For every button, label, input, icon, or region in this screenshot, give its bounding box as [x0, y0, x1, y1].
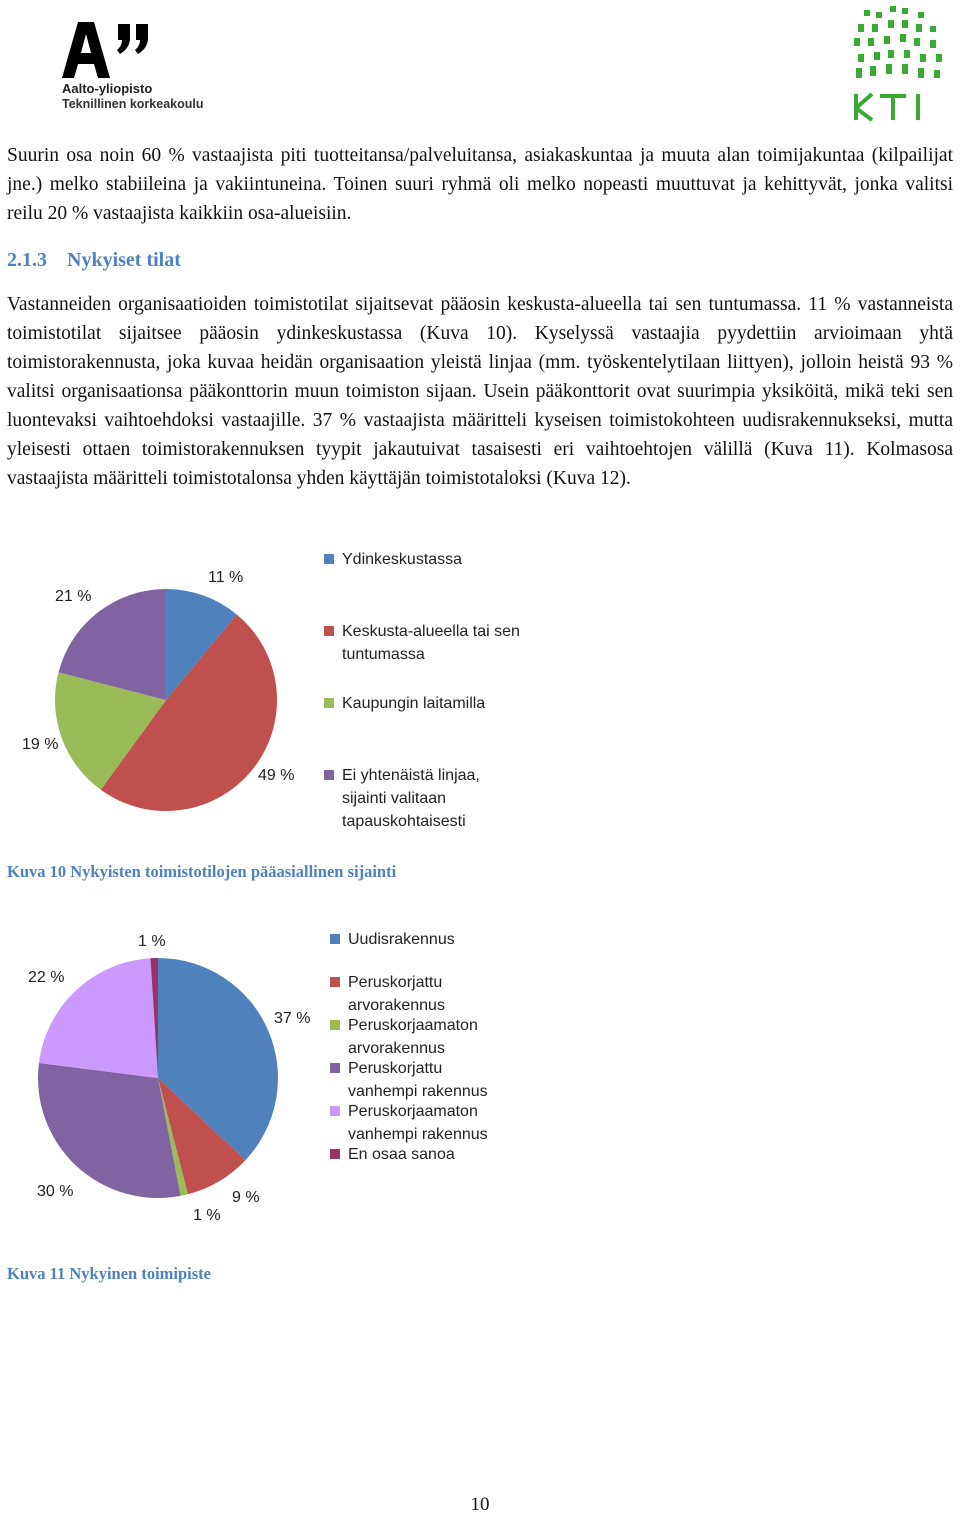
paragraph-intro: Suurin osa noin 60 % vastaajista piti tuotteitansa/palveluitansa, asiakaskuntaa ja muuta alan toimijakuntaa (kilpailijat jne.) melko stabiileina ja vakiintuneina. Toinen suuri ryhmä oli melko nopeasti muuttuvat ja kehittyvät, jonka valitsi reilu 20 % vastaajista kaikkiin osa-alueisiin.	[7, 145, 953, 224]
legend-label: Uudisrakennus	[348, 931, 455, 948]
legend-swatch	[330, 977, 340, 987]
aalto-logo-name: Aalto-yliopisto	[62, 81, 153, 96]
legend-swatch	[330, 1020, 340, 1030]
legend-label: Keskusta-alueella tai sen tuntumassa	[342, 623, 520, 663]
pie-slice-value-label: 19 %	[22, 736, 59, 753]
legend-swatch	[324, 770, 334, 780]
legend-label: Peruskorjattu arvorakennus	[348, 974, 445, 1014]
legend-item	[324, 548, 462, 571]
aalto-logo-subtitle: Teknillinen korkeakoulu	[62, 97, 204, 111]
chart-caption-building-type: Kuva 11 Nykyinen toimipiste	[7, 1264, 211, 1283]
kti-logo-mark	[848, 2, 952, 126]
pie-slice-value-label: 30 %	[37, 1183, 74, 1200]
chart-caption-location: Kuva 10 Nykyisten toimistotilojen pääasiallinen sijainti	[7, 862, 397, 881]
legend-item	[330, 1100, 488, 1146]
legend-item	[330, 1014, 478, 1060]
paragraph-current-premises: Vastanneiden organisaatioiden toimistotilat sijaitsevat pääosin keskusta-alueella tai sen tuntumassa. 11 % vastanneista toimistotilat sijaitsee pääosin ydinkeskustassa (Kuva 10). Kyselyssä vastaajia pyydettiin arvioimaan yhtä toimistorakennusta, joka kuvaa heidän organisaation yleistä linjaa (mm. työskentelytilaan liittyen), jolloin heistä 93 % valitsi organisaationsa pääkonttorin muun toimiston sijaan. Usein pääkonttorit ovat suurimpia yksiköitä, mikä teki sen luontevaksi vaihtoehdoksi vastaajille. 37 % vastaajista määritteli kyseisen toimistokohteen uudisrakennukseksi, mutta yleisesti ottaen toimistorakennuksen tyypit jakautuivat tasaisesti eri vaihtoehtojen välillä (Kuva 11). Kolmasosa vastaajista määritteli toimistotalonsa yhden käyttäjän toimistotaloksi (Kuva 12).	[7, 294, 953, 489]
legend-swatch	[324, 554, 334, 564]
legend-location	[324, 548, 584, 838]
legend-item	[324, 620, 520, 666]
legend-building-type	[330, 928, 590, 1178]
pie-chart-building-type	[0, 925, 330, 1225]
page-number: 10	[470, 1494, 490, 1515]
legend-swatch	[324, 698, 334, 708]
legend-swatch	[330, 934, 340, 944]
pie-slice-value-label: 21 %	[55, 588, 92, 605]
pie-slice-value-label: 11 %	[208, 569, 244, 586]
aalto-logo	[58, 18, 218, 118]
legend-item	[330, 1057, 488, 1103]
section-title: Nykyiset tilat	[67, 249, 181, 271]
pie-slice-value-label: 37 %	[274, 1010, 311, 1027]
legend-label: Peruskorjaamaton arvorakennus	[348, 1017, 478, 1057]
legend-item	[330, 971, 445, 1017]
pie-slice-value-label: 22 %	[28, 969, 65, 986]
pie-slice-value-label: 1 %	[193, 1207, 221, 1224]
legend-swatch	[324, 626, 334, 636]
legend-swatch	[330, 1149, 340, 1159]
legend-item	[330, 1143, 455, 1166]
legend-swatch	[330, 1106, 340, 1116]
legend-item	[324, 692, 485, 715]
legend-swatch	[330, 1063, 340, 1073]
pie-chart-location	[0, 540, 320, 840]
pie-slice-value-label: 9 %	[232, 1189, 260, 1206]
legend-label: Peruskorjaamaton vanhempi rakennus	[348, 1103, 488, 1143]
pie-slice-value-label: 1 %	[138, 933, 166, 950]
legend-label: Ydinkeskustassa	[342, 551, 463, 568]
legend-label: En osaa sanoa	[348, 1146, 455, 1163]
legend-item	[330, 928, 455, 951]
legend-label: Peruskorjattu vanhempi rakennus	[348, 1060, 488, 1100]
section-heading	[7, 249, 181, 272]
legend-label: Ei yhtenäistä linjaa, sijainti valitaan tapauskohtaisesti	[342, 767, 480, 830]
kti-logo	[848, 2, 952, 126]
pie-slice-value-label: 49 %	[258, 767, 295, 784]
section-number: 2.1.3	[7, 249, 47, 271]
legend-label: Kaupungin laitamilla	[342, 695, 486, 712]
legend-item	[324, 764, 480, 833]
